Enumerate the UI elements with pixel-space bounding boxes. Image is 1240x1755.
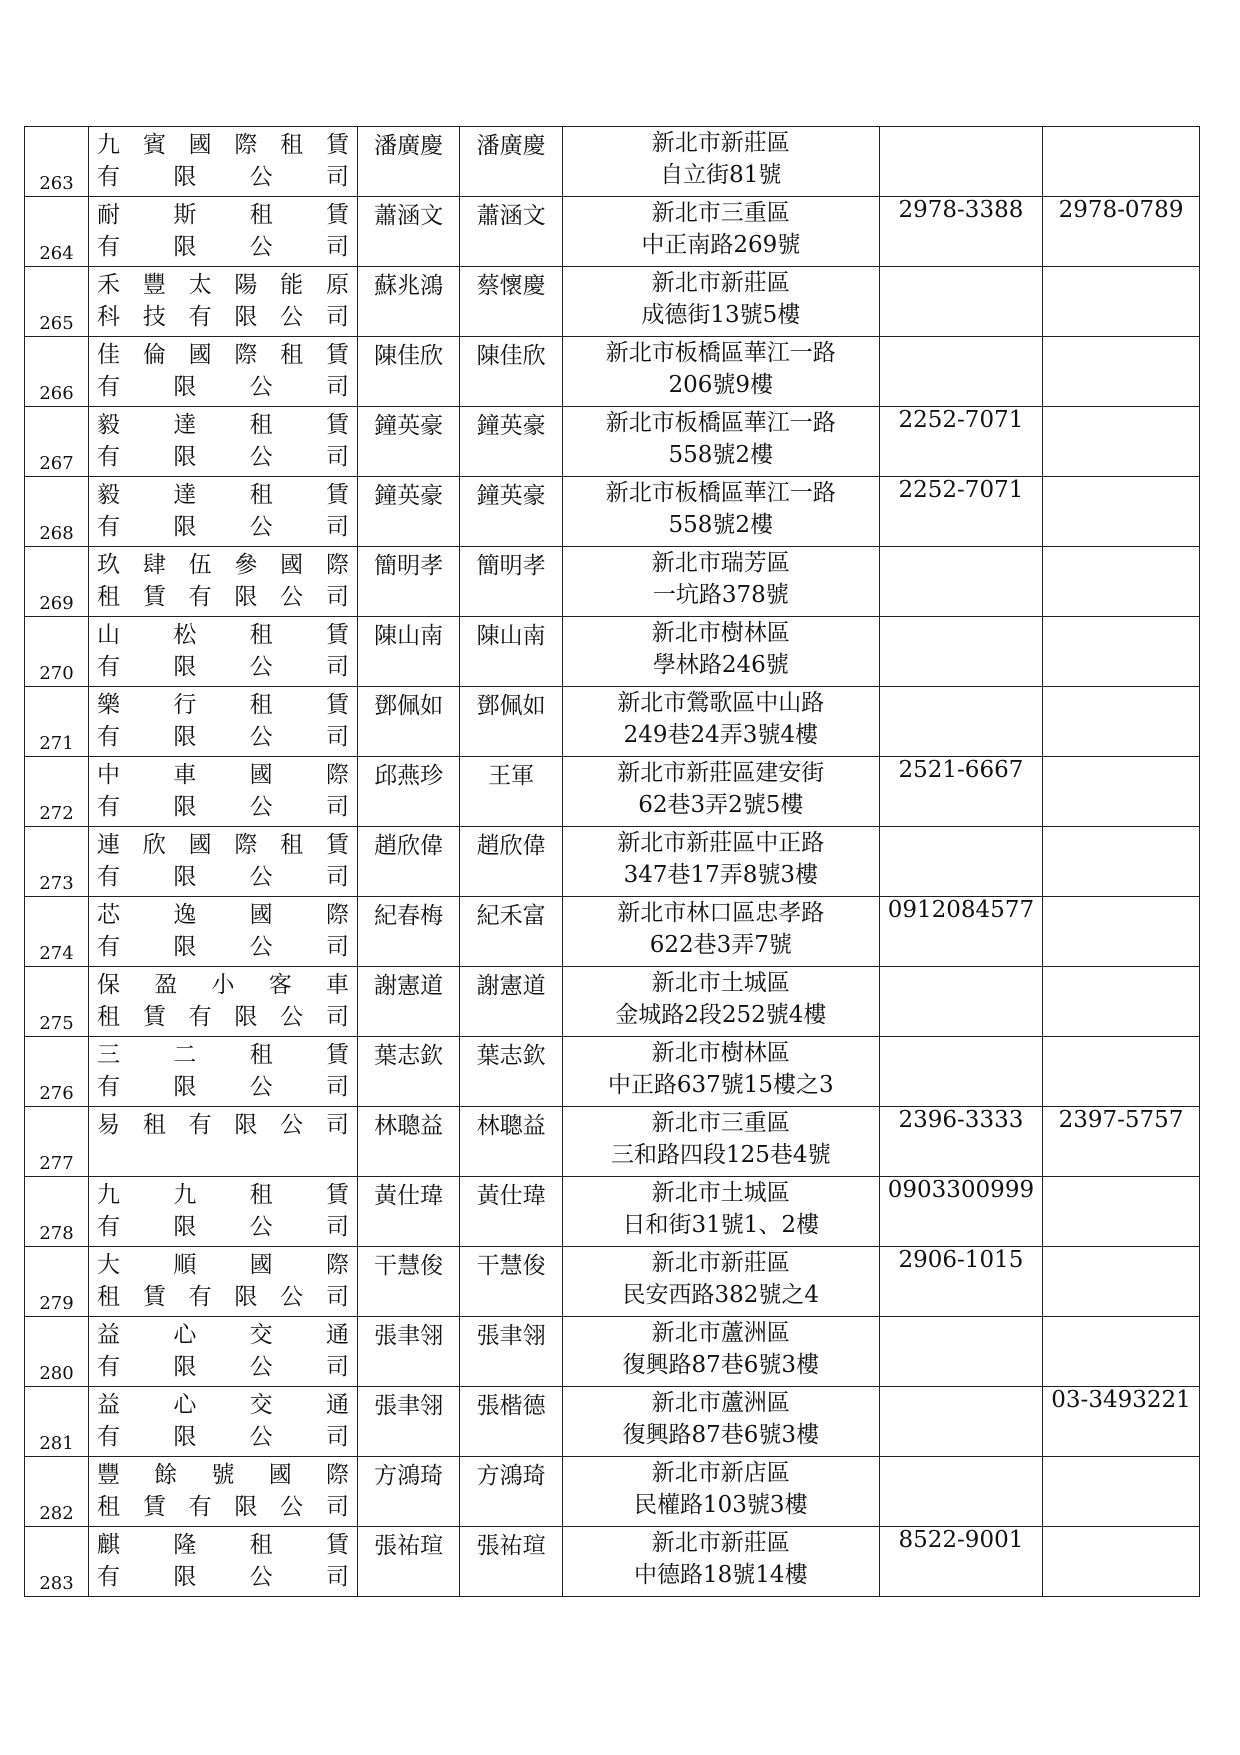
table-row: [25, 477, 1200, 547]
fax-cell: [1043, 687, 1200, 757]
representative-cell: 黃仕瑋: [357, 1177, 459, 1247]
row-number: 283: [39, 1573, 74, 1594]
company-name-line: 毅達租賃: [97, 412, 349, 438]
company-name-line: 毅達租賃: [97, 482, 349, 508]
representative-cell: 謝憲道: [357, 967, 459, 1037]
fax-cell: [1043, 897, 1200, 967]
table-row: [25, 1177, 1200, 1247]
company-name-line: 樂行租賃: [97, 692, 349, 718]
row-number-cell: [25, 197, 89, 267]
company-cell: [89, 1527, 358, 1597]
table-row: [25, 337, 1200, 407]
address-cell: [562, 1387, 879, 1457]
phone-cell: [879, 127, 1042, 197]
representative-cell: 趙欣偉: [357, 827, 459, 897]
phone-cell: [879, 547, 1042, 617]
representative-cell: 張祐瑄: [357, 1527, 459, 1597]
representative-cell: 蕭涵文: [357, 197, 459, 267]
representative-cell: 葉志欽: [357, 1037, 459, 1107]
phone-cell: 0903300999: [879, 1177, 1042, 1247]
table-row: [25, 617, 1200, 687]
address-cell: [562, 267, 879, 337]
manager-cell: 鐘英豪: [460, 407, 562, 477]
company-name-line: 租賃有限公司: [97, 1004, 349, 1030]
address-line-1: 新北市樹林區: [651, 620, 790, 646]
company-name: [89, 1247, 357, 1314]
row-number: 263: [39, 173, 74, 194]
company-cell: [89, 757, 358, 827]
company-name-line: 易租有限公司: [97, 1112, 349, 1138]
address-cell: [562, 337, 879, 407]
representative-cell: 干慧俊: [357, 1247, 459, 1317]
company-name: [89, 1317, 357, 1384]
phone-cell: [879, 1317, 1042, 1387]
address-line-1: 新北市板橋區華江一路: [605, 410, 836, 436]
company-name-line: 益心交通: [97, 1392, 349, 1418]
address-line-1: 新北市三重區: [651, 200, 790, 226]
company-name-line: 有限公司: [97, 234, 349, 260]
address-cell: [562, 827, 879, 897]
address-cell: [562, 897, 879, 967]
representative-cell: 紀春梅: [357, 897, 459, 967]
row-number: 265: [39, 313, 74, 334]
manager-cell: 王軍: [460, 757, 562, 827]
company-name: [89, 827, 357, 894]
manager-cell: 蕭涵文: [460, 197, 562, 267]
fax-cell: [1043, 477, 1200, 547]
company-cell: [89, 477, 358, 547]
representative-cell: 陳山南: [357, 617, 459, 687]
company-name-line: 九九租賃: [97, 1182, 349, 1208]
row-number: 277: [39, 1153, 74, 1174]
company-name: [89, 407, 357, 474]
phone-cell: [879, 827, 1042, 897]
address-cell: [562, 1457, 879, 1527]
row-number-cell: [25, 547, 89, 617]
row-number-cell: [25, 337, 89, 407]
company-name-line: 保盈小客車: [97, 972, 349, 998]
company-name: [89, 757, 357, 824]
address-line-1: 新北市三重區: [651, 1110, 790, 1136]
fax-cell: [1043, 547, 1200, 617]
company-cell: [89, 547, 358, 617]
table-row: [25, 1527, 1200, 1597]
table-row: [25, 267, 1200, 337]
address-cell: [562, 1247, 879, 1317]
row-number: 266: [39, 383, 74, 404]
phone-cell: [879, 967, 1042, 1037]
manager-cell: 張聿翎: [460, 1317, 562, 1387]
company-name-line: 有限公司: [97, 1214, 349, 1240]
manager-cell: 簡明孝: [460, 547, 562, 617]
company-name-line: 有限公司: [97, 864, 349, 890]
address-line-1: 新北市林口區忠孝路: [617, 900, 825, 926]
row-number-cell: [25, 1527, 89, 1597]
manager-cell: 鐘英豪: [460, 477, 562, 547]
phone-cell: 2252-7071: [879, 477, 1042, 547]
manager-cell: 方鴻琦: [460, 1457, 562, 1527]
table-row: [25, 897, 1200, 967]
fax-cell: [1043, 407, 1200, 477]
fax-cell: [1043, 967, 1200, 1037]
manager-cell: 鄧佩如: [460, 687, 562, 757]
company-name-line: 連欣國際租賃: [97, 832, 349, 858]
phone-cell: 2978-3388: [879, 197, 1042, 267]
representative-cell: 鄧佩如: [357, 687, 459, 757]
fax-cell: [1043, 1527, 1200, 1597]
row-number-cell: [25, 477, 89, 547]
address-cell: [562, 547, 879, 617]
address-line-1: 新北市板橋區華江一路: [605, 480, 836, 506]
company-cell: [89, 1247, 358, 1317]
address-line-1: 新北市新莊區: [651, 1530, 790, 1556]
representative-cell: 簡明孝: [357, 547, 459, 617]
address-cell: [562, 477, 879, 547]
row-number-cell: [25, 1387, 89, 1457]
address-line-1: 新北市新莊區: [651, 130, 790, 156]
address-line-2: 三和路四段125巷4號: [611, 1142, 831, 1168]
company-name-line: 三二租賃: [97, 1042, 349, 1068]
address-line-2: 復興路87巷6號3樓: [622, 1352, 820, 1378]
fax-cell: 2397-5757: [1043, 1107, 1200, 1177]
company-name-line: 有限公司: [97, 444, 349, 470]
row-number-cell: [25, 687, 89, 757]
company-name: [89, 547, 357, 614]
address-cell: [562, 1177, 879, 1247]
row-number: 281: [39, 1433, 74, 1454]
company-name-line: 有限公司: [97, 794, 349, 820]
manager-cell: 林聰益: [460, 1107, 562, 1177]
fax-cell: [1043, 337, 1200, 407]
address-line-1: 新北市板橋區華江一路: [605, 340, 836, 366]
phone-cell: 8522-9001: [879, 1527, 1042, 1597]
company-name: [89, 687, 357, 754]
company-cell: [89, 1317, 358, 1387]
row-number: 282: [39, 1503, 74, 1524]
company-cell: [89, 827, 358, 897]
manager-cell: 陳山南: [460, 617, 562, 687]
company-cell: [89, 687, 358, 757]
address-line-2: 558號2樓: [668, 512, 774, 538]
company-name: [89, 1037, 357, 1104]
company-name-line: 有限公司: [97, 164, 349, 190]
representative-cell: 蘇兆鴻: [357, 267, 459, 337]
company-cell: [89, 1457, 358, 1527]
company-name-line: 山松租賃: [97, 622, 349, 648]
representative-cell: 邱燕珍: [357, 757, 459, 827]
fax-cell: [1043, 267, 1200, 337]
company-name-line: 禾豐太陽能原: [97, 272, 349, 298]
table-row: [25, 1387, 1200, 1457]
row-number: 274: [39, 943, 74, 964]
row-number-cell: [25, 897, 89, 967]
company-name: [89, 897, 357, 964]
company-name-line: 麒隆租賃: [97, 1532, 349, 1558]
row-number-cell: [25, 407, 89, 477]
company-name-line: 有限公司: [97, 374, 349, 400]
address-line-2: 62巷3弄2號5樓: [638, 792, 804, 818]
address-line-1: 新北市新莊區: [651, 1250, 790, 1276]
table-row: [25, 547, 1200, 617]
row-number-cell: [25, 1037, 89, 1107]
address-cell: [562, 197, 879, 267]
table-row: [25, 827, 1200, 897]
company-name-line: 九賓國際租賃: [97, 132, 349, 158]
company-name: [89, 1387, 357, 1454]
company-cell: [89, 197, 358, 267]
company-cell: [89, 337, 358, 407]
company-cell: [89, 1107, 358, 1177]
fax-cell: 03-3493221: [1043, 1387, 1200, 1457]
row-number-cell: [25, 757, 89, 827]
company-name-line: 有限公司: [97, 934, 349, 960]
phone-cell: 2906-1015: [879, 1247, 1042, 1317]
phone-cell: [879, 1457, 1042, 1527]
address-line-1: 新北市新莊區中正路: [617, 830, 825, 856]
company-name-line: 豐餘號國際: [97, 1462, 349, 1488]
fax-cell: [1043, 127, 1200, 197]
phone-cell: 2252-7071: [879, 407, 1042, 477]
company-name: [89, 197, 357, 264]
row-number: 279: [39, 1293, 74, 1314]
address-line-1: 新北市瑞芳區: [651, 550, 790, 576]
table-row: [25, 407, 1200, 477]
manager-cell: 張祐瑄: [460, 1527, 562, 1597]
row-number-cell: [25, 827, 89, 897]
manager-cell: 葉志欽: [460, 1037, 562, 1107]
address-line-1: 新北市樹林區: [651, 1040, 790, 1066]
company-name: [89, 1527, 357, 1594]
fax-cell: [1043, 1317, 1200, 1387]
address-line-2: 自立街81號: [660, 162, 782, 188]
address-cell: [562, 1107, 879, 1177]
fax-cell: [1043, 1457, 1200, 1527]
manager-cell: 張楷德: [460, 1387, 562, 1457]
company-name: [89, 1107, 357, 1174]
row-number: 269: [39, 593, 74, 614]
table-row: [25, 1107, 1200, 1177]
row-number: 275: [39, 1013, 74, 1034]
table-row: [25, 967, 1200, 1037]
company-cell: [89, 1037, 358, 1107]
phone-cell: [879, 337, 1042, 407]
manager-cell: 潘廣慶: [460, 127, 562, 197]
phone-cell: [879, 1037, 1042, 1107]
company-cell: [89, 897, 358, 967]
address-line-2: 成德街13號5樓: [641, 302, 801, 328]
address-cell: [562, 1527, 879, 1597]
manager-cell: 黃仕瑋: [460, 1177, 562, 1247]
fax-cell: [1043, 1177, 1200, 1247]
company-name-line: 耐斯租賃: [97, 202, 349, 228]
company-cell: [89, 1177, 358, 1247]
company-name-line: 有限公司: [97, 1354, 349, 1380]
company-name-line: 租賃有限公司: [97, 1284, 349, 1310]
address-line-1: 新北市新莊區: [651, 270, 790, 296]
phone-cell: [879, 687, 1042, 757]
row-number-cell: [25, 1457, 89, 1527]
company-name-line: 益心交通: [97, 1322, 349, 1348]
address-line-2: 中正南路269號: [641, 232, 801, 258]
manager-cell: 陳佳欣: [460, 337, 562, 407]
phone-cell: 0912084577: [879, 897, 1042, 967]
company-name: [89, 967, 357, 1034]
company-name-line: 有限公司: [97, 1074, 349, 1100]
address-line-2: 民安西路382號之4: [622, 1282, 820, 1308]
representative-cell: 鐘英豪: [357, 477, 459, 547]
company-name: [89, 337, 357, 404]
representative-cell: 方鴻琦: [357, 1457, 459, 1527]
row-number: 278: [39, 1223, 74, 1244]
address-line-2: 一坑路378號: [652, 582, 789, 608]
address-line-2: 558號2樓: [668, 442, 774, 468]
company-name: [89, 1177, 357, 1244]
fax-cell: [1043, 757, 1200, 827]
row-number-cell: [25, 1107, 89, 1177]
company-name-line: 玖肆伍參國際: [97, 552, 349, 578]
address-line-1: 新北市新店區: [651, 1460, 790, 1486]
address-cell: [562, 687, 879, 757]
address-line-2: 學林路246號: [652, 652, 789, 678]
representative-cell: 林聰益: [357, 1107, 459, 1177]
company-name: [89, 267, 357, 334]
row-number: 267: [39, 453, 74, 474]
representative-cell: 潘廣慶: [357, 127, 459, 197]
row-number-cell: [25, 967, 89, 1037]
address-line-2: 347巷17弄8號3樓: [623, 862, 819, 888]
company-name: [89, 1457, 357, 1524]
fax-cell: [1043, 617, 1200, 687]
address-line-1: 新北市鶯歌區中山路: [617, 690, 825, 716]
fax-cell: 2978-0789: [1043, 197, 1200, 267]
company-name-line: 芯逸國際: [97, 902, 349, 928]
row-number-cell: [25, 1247, 89, 1317]
representative-cell: 陳佳欣: [357, 337, 459, 407]
company-cell: [89, 267, 358, 337]
company-name-line: 佳倫國際租賃: [97, 342, 349, 368]
company-name-line: 有限公司: [97, 654, 349, 680]
company-name-line: 有限公司: [97, 1424, 349, 1450]
manager-cell: 趙欣偉: [460, 827, 562, 897]
manager-cell: 紀禾富: [460, 897, 562, 967]
company-cell: [89, 967, 358, 1037]
company-cell: [89, 1387, 358, 1457]
row-number: 270: [39, 663, 74, 684]
row-number: 264: [39, 243, 74, 264]
address-line-2: 中德路18號14樓: [634, 1562, 808, 1588]
address-line-2: 民權路103號3樓: [634, 1492, 808, 1518]
table-row: [25, 687, 1200, 757]
row-number: 273: [39, 873, 74, 894]
roster-body: [25, 127, 1200, 1597]
address-line-2: 622巷3弄7號: [649, 932, 792, 958]
table-row: [25, 197, 1200, 267]
row-number-cell: [25, 1177, 89, 1247]
row-number: 272: [39, 803, 74, 824]
company-name-line: 中車國際: [97, 762, 349, 788]
company-name: [89, 127, 357, 194]
representative-cell: 張聿翎: [357, 1387, 459, 1457]
table-row: [25, 757, 1200, 827]
phone-cell: 2396-3333: [879, 1107, 1042, 1177]
address-line-1: 新北市蘆洲區: [651, 1320, 790, 1346]
company-cell: [89, 407, 358, 477]
company-cell: [89, 617, 358, 687]
address-line-2: 中正路637號15樓之3: [607, 1072, 834, 1098]
address-line-2: 206號9樓: [668, 372, 774, 398]
manager-cell: 謝憲道: [460, 967, 562, 1037]
row-number: 280: [39, 1363, 74, 1384]
company-name: [89, 617, 357, 684]
company-name-line: 有限公司: [97, 1564, 349, 1590]
address-line-1: 新北市土城區: [651, 970, 790, 996]
phone-cell: [879, 267, 1042, 337]
fax-cell: [1043, 1037, 1200, 1107]
address-line-2: 日和街31號1、2樓: [622, 1212, 820, 1238]
row-number: 276: [39, 1083, 74, 1104]
row-number: 268: [39, 523, 74, 544]
row-number-cell: [25, 617, 89, 687]
row-number-cell: [25, 1317, 89, 1387]
address-line-1: 新北市蘆洲區: [651, 1390, 790, 1416]
company-name-line: 有限公司: [97, 514, 349, 540]
company-name-line: 租賃有限公司: [97, 584, 349, 610]
representative-cell: 鐘英豪: [357, 407, 459, 477]
table-row: [25, 1247, 1200, 1317]
table-row: [25, 1037, 1200, 1107]
phone-cell: [879, 1387, 1042, 1457]
address-cell: [562, 617, 879, 687]
company-name-line: 租賃有限公司: [97, 1494, 349, 1520]
table-row: [25, 127, 1200, 197]
fax-cell: [1043, 827, 1200, 897]
company-roster-table: [24, 126, 1200, 1597]
table-row: [25, 1457, 1200, 1527]
address-cell: [562, 127, 879, 197]
address-cell: [562, 407, 879, 477]
address-line-2: 金城路2段252號4樓: [615, 1002, 827, 1028]
phone-cell: [879, 617, 1042, 687]
phone-cell: 2521-6667: [879, 757, 1042, 827]
table-row: [25, 1317, 1200, 1387]
address-line-2: 249巷24弄3號4樓: [623, 722, 819, 748]
company-name: [89, 477, 357, 544]
manager-cell: 干慧俊: [460, 1247, 562, 1317]
company-name-line: 科技有限公司: [97, 304, 349, 330]
address-line-1: 新北市土城區: [651, 1180, 790, 1206]
row-number: 271: [39, 733, 74, 754]
address-cell: [562, 1037, 879, 1107]
manager-cell: 蔡懷慶: [460, 267, 562, 337]
row-number-cell: [25, 127, 89, 197]
representative-cell: 張聿翎: [357, 1317, 459, 1387]
address-cell: [562, 967, 879, 1037]
address-line-2: 復興路87巷6號3樓: [622, 1422, 820, 1448]
address-cell: [562, 1317, 879, 1387]
address-cell: [562, 757, 879, 827]
company-name-line: 大順國際: [97, 1252, 349, 1278]
row-number-cell: [25, 267, 89, 337]
address-line-1: 新北市新莊區建安街: [617, 760, 825, 786]
company-cell: [89, 127, 358, 197]
company-name-line: 有限公司: [97, 724, 349, 750]
fax-cell: [1043, 1247, 1200, 1317]
